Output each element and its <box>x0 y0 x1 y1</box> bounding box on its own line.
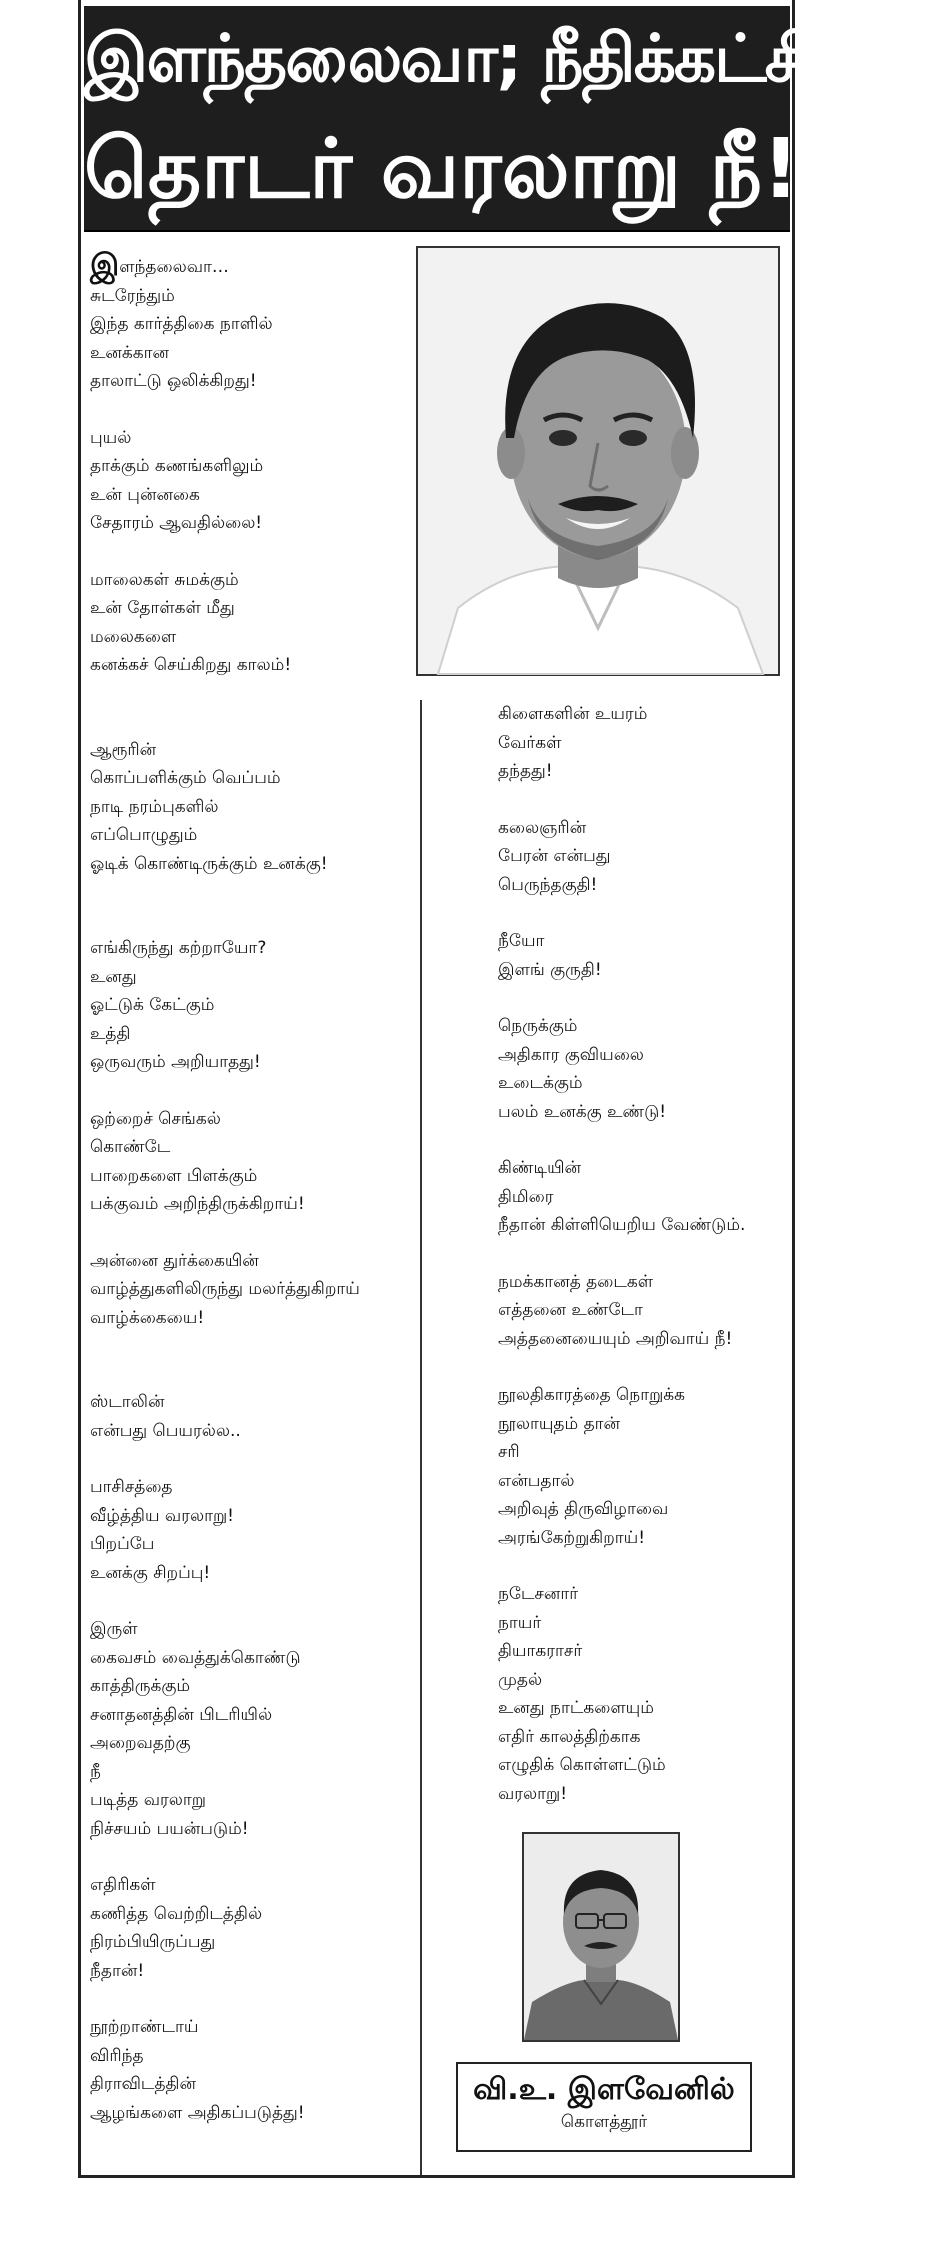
poem-line: அறைவதற்கு <box>90 1733 191 1753</box>
portrait-main-illustration <box>418 248 778 674</box>
poem-line: உன் புன்னகை <box>90 484 200 505</box>
portrait-photo-main <box>416 246 780 676</box>
poem-line: நீயோ <box>498 931 545 951</box>
poem-line: வீழ்த்திய வரலாறு! <box>90 1505 235 1526</box>
poem-stanza <box>90 1388 410 1445</box>
poem-stanza <box>90 736 410 879</box>
poem-line: பேரன் என்பது <box>498 846 611 866</box>
poem-line: வேர்கள் <box>498 732 562 753</box>
poem-stanza <box>90 934 410 1077</box>
poem-line: கலைஞரின் <box>498 817 587 838</box>
poem-line: விரிந்த <box>90 2045 144 2066</box>
poem-line: ஆழங்களை அதிகப்படுத்து! <box>90 2102 305 2123</box>
poem-line: சரி <box>498 1442 520 1462</box>
poem-stanza <box>90 1473 410 1587</box>
poem-line: என்பது பெயரல்ல.. <box>90 1420 241 1441</box>
headline-line-1: இளந்தலைவா; நீதிக்கட்சியின் <box>84 20 942 97</box>
poem-stanza <box>90 2013 410 2127</box>
poem-line: அன்னை துர்க்கையின் <box>90 1250 259 1271</box>
poem-line: கொண்டே <box>90 1137 171 1157</box>
poem-stanza <box>498 1580 788 1808</box>
poem-line: வாழ்க்கையை! <box>90 1307 205 1328</box>
poem-stanza <box>90 1871 410 1985</box>
poem-line: பாறைகளை பிளக்கும் <box>90 1165 258 1186</box>
poem-line: உன் தோள்கள் மீது <box>90 598 235 618</box>
headline-line-2: தொடர் வரலாறு நீ! <box>84 122 800 217</box>
poem-line: ஒற்றைச் செங்கல் <box>90 1108 221 1129</box>
poem-line: எழுதிக் கொள்ளட்டும் <box>498 1755 666 1775</box>
poem-line: நிரம்பியிருப்பது <box>90 1932 216 1952</box>
poem-line: புயல் <box>90 427 132 448</box>
poem-line: உனக்கு சிறப்பு! <box>90 1562 211 1583</box>
poem-line: உடைக்கும் <box>498 1073 583 1093</box>
poem-stanza <box>498 1012 788 1126</box>
poem-line: பாசிசத்தை <box>90 1477 173 1497</box>
poem-line: ஓடிக் கொண்டிருக்கும் உனக்கு! <box>90 853 328 874</box>
poem-line: நூலாயுதம் தான் <box>498 1413 621 1434</box>
headline-banner <box>84 6 942 232</box>
poem-line: வாழ்த்துகளிலிருந்து மலர்த்துகிறாய் <box>90 1279 360 1299</box>
poem-line: முதல் <box>498 1669 543 1690</box>
poem-line: கைவசம் வைத்துக்கொண்டு <box>90 1647 301 1668</box>
poem-line: கனக்கச் செய்கிறது காலம்! <box>90 655 292 675</box>
author-photo <box>522 1832 680 2042</box>
poem-line: இருள் <box>90 1619 138 1639</box>
poem-line: எத்தனை உண்டோ <box>498 1300 643 1320</box>
poem-line: நிச்சயம் பயன்படும்! <box>90 1818 249 1839</box>
poem-stanza <box>90 566 410 680</box>
poem-line: எதிர் காலத்திற்காக <box>498 1726 641 1747</box>
poem-stanza <box>90 248 410 396</box>
poem-line: நூலதிகாரத்தை நொறுக்க <box>498 1385 686 1405</box>
poem-line: அத்தனையையும் அறிவாய் நீ! <box>498 1328 733 1349</box>
poem-line: நாயர் <box>498 1612 542 1633</box>
poem-line: எங்கிருந்து கற்றாயோ? <box>90 938 267 958</box>
poem-line: வரலாறு! <box>498 1783 568 1804</box>
poem-line: ஒருவரும் அறியாதது! <box>90 1052 261 1072</box>
column-divider <box>420 700 422 2175</box>
poem-line: நீதான் கிள்ளியெறிய வேண்டும். <box>498 1215 746 1235</box>
poem-stanza <box>498 1154 788 1240</box>
poem-stanza <box>498 927 788 984</box>
poem-line: அதிகார குவியலை <box>498 1044 644 1065</box>
poem-line: பிறப்பே <box>90 1534 155 1554</box>
poem-line: காத்திருக்கும் <box>90 1676 191 1696</box>
poem-line: படித்த வரலாறு <box>90 1790 206 1810</box>
author-place: கொளத்தூர் <box>560 2112 648 2132</box>
poem-line: கிண்டியின் <box>498 1158 582 1178</box>
poem-line: தாக்கும் கணங்களிலும் <box>90 456 264 476</box>
poem-right-column <box>498 700 788 1836</box>
poem-line: திராவிடத்தின் <box>90 2074 196 2094</box>
poem-line: நாடி நரம்புகளில் <box>90 796 219 817</box>
poem-line: மாலைகள் சுமக்கும் <box>90 569 239 590</box>
poem-line: தாலாட்டு ஒலிக்கிறது! <box>90 371 257 391</box>
poem-line: உனக்கான <box>90 342 170 363</box>
poem-line: சுடரேந்தும் <box>90 285 175 306</box>
poem-line: இளங் குருதி! <box>498 959 602 980</box>
poem-line: சேதாரம் ஆவதில்லை! <box>90 513 263 533</box>
poem-line: பக்குவம் அறிந்திருக்கிறாய்! <box>90 1194 305 1214</box>
poem-line: நீ <box>90 1761 101 1782</box>
poem-stanza <box>498 1268 788 1354</box>
poem-line: நூற்றாண்டாய் <box>90 2017 199 2037</box>
poem-stanza <box>498 1381 788 1552</box>
poem-line: அறிவுத் திருவிழாவை <box>498 1499 669 1519</box>
poem-stanza <box>498 814 788 900</box>
poem-line: தந்தது! <box>498 761 553 781</box>
author-signature-box <box>456 2062 752 2152</box>
poem-stanza <box>498 700 788 786</box>
poem-line: தியாகராசர் <box>498 1641 583 1661</box>
author-name: வி.உ. இளவேனில் <box>473 2072 735 2107</box>
poem-line: உத்தி <box>90 1023 131 1044</box>
poem-line: சனாதனத்தின் பிடரியில் <box>90 1704 273 1725</box>
poem-line: என்பதால் <box>498 1470 575 1491</box>
poem-line: உனது <box>90 966 137 987</box>
poem-line: எதிரிகள் <box>90 1875 156 1895</box>
poem-stanza <box>90 424 410 538</box>
poem-line: நெருக்கும் <box>498 1016 578 1036</box>
poem-line: நடேசனார் <box>498 1584 579 1604</box>
poem-line: மலைகளை <box>90 626 177 647</box>
poem-line: நமக்கானத் தடைகள் <box>498 1271 654 1292</box>
poem-stanza <box>90 1105 410 1219</box>
poem-line: கணித்த வெற்றிடத்தில் <box>90 1903 263 1924</box>
poem-line: திமிரை <box>498 1186 554 1207</box>
poem-line: ஆரூரின் <box>90 739 157 760</box>
poem-stanza <box>90 1247 410 1333</box>
poem-line: பெருந்தகுதி! <box>498 874 598 895</box>
poem-opening-line <box>90 248 410 283</box>
poem-line: கொப்பளிக்கும் வெப்பம் <box>90 768 281 788</box>
poem-stanza <box>90 1615 410 1843</box>
poem-line: எப்பொழுதும் <box>90 825 198 845</box>
poem-left-column <box>90 248 410 2155</box>
poem-line: கிளைகளின் உயரம் <box>498 704 648 724</box>
poem-line: அரங்கேற்றுகிறாய்! <box>498 1527 646 1548</box>
poem-line: பலம் உனக்கு உண்டு! <box>498 1101 667 1122</box>
author-photo-illustration <box>524 1834 678 2040</box>
drop-cap-letter: இ <box>90 248 120 283</box>
poem-line: ஓட்டுக் கேட்கும் <box>90 995 215 1015</box>
poem-line: நீதான்! <box>90 1960 145 1981</box>
poem-line: ளந்தலைவா… <box>119 257 229 277</box>
poem-line: ஸ்டாலின் <box>90 1392 165 1412</box>
poem-line: உனது நாட்களையும் <box>498 1698 654 1718</box>
poem-line: இந்த கார்த்திகை நாளில் <box>90 314 273 334</box>
